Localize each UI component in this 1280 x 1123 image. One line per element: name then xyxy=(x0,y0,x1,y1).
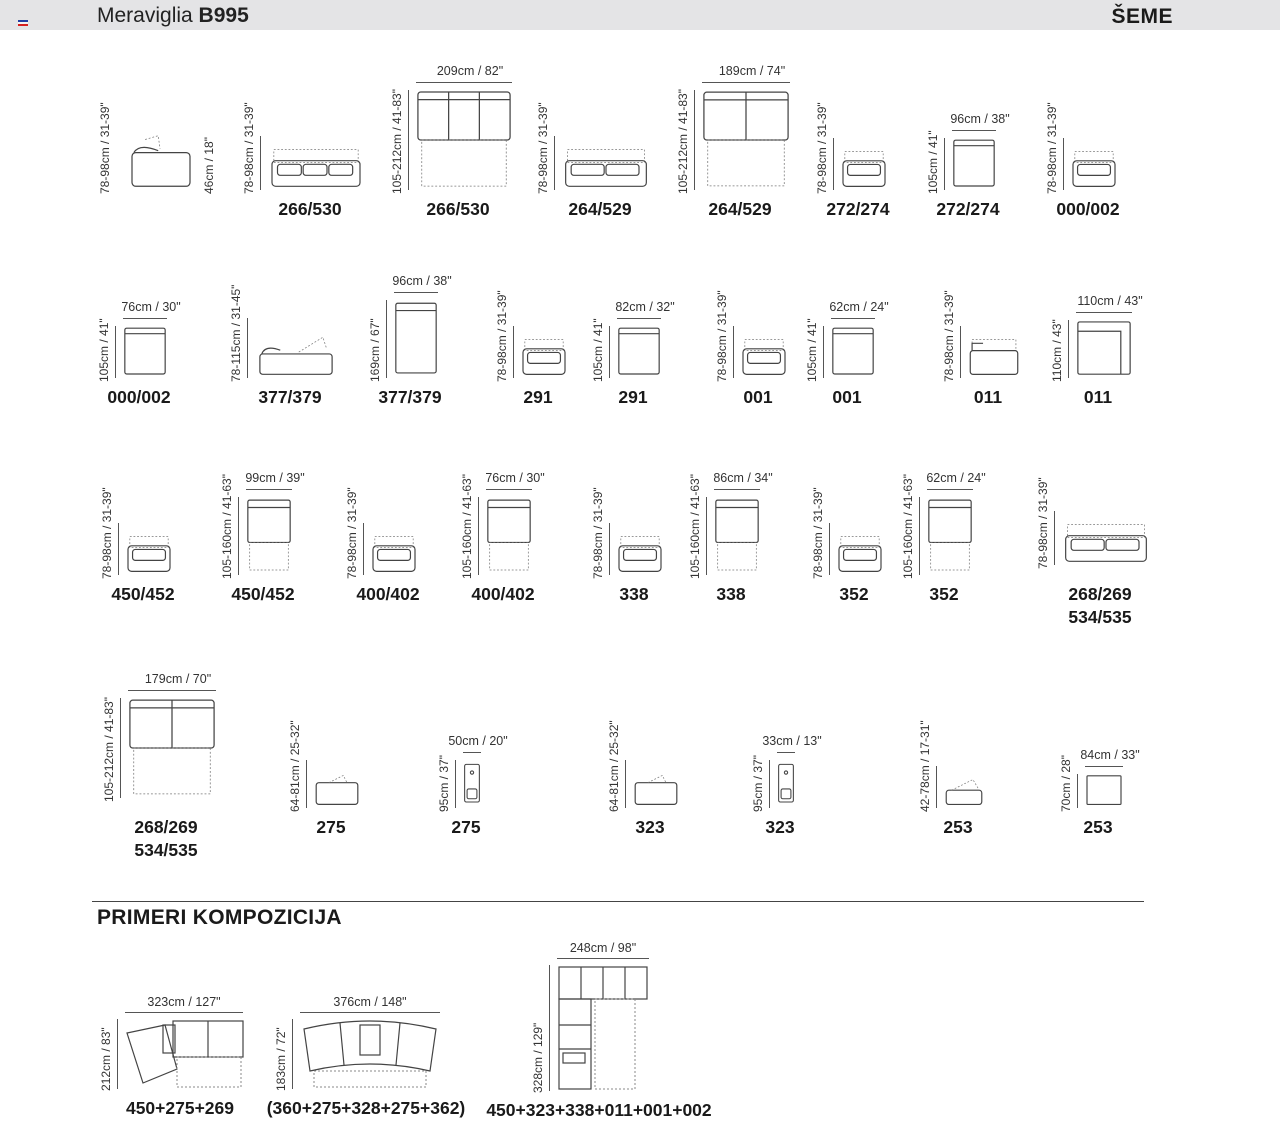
module-code: 253 xyxy=(1083,817,1113,837)
depth-dimension-line xyxy=(115,326,116,378)
composition-depth-line xyxy=(549,965,550,1091)
height-dimension-line xyxy=(554,136,555,190)
width-dimension: 84cm / 33" xyxy=(1080,748,1140,762)
seat-top-icon xyxy=(617,326,661,378)
composition-plan-icon xyxy=(557,965,649,1091)
depth-dimension-line xyxy=(1077,774,1078,808)
console-side-icon xyxy=(633,770,679,808)
module-code: 272/274 xyxy=(826,199,890,219)
depth-dimension-line xyxy=(609,326,610,378)
seat-height-dimension: 46cm / 18" xyxy=(202,137,216,194)
depth-dimension: 105-212cm / 41-83" xyxy=(102,697,116,802)
recliner-top-icon xyxy=(714,497,760,575)
composition-depth-line xyxy=(292,1019,293,1089)
module-code: 323 xyxy=(635,817,665,837)
two-seat-front-icon xyxy=(1062,521,1150,565)
width-dimension-line xyxy=(617,318,661,319)
depth-dimension: 169cm / 67" xyxy=(368,318,382,382)
height-dimension: 78-98cm / 31-39" xyxy=(715,290,729,382)
module-code: 400/402 xyxy=(356,584,420,604)
console-side-icon xyxy=(314,770,360,808)
composition-plan-icon xyxy=(125,1019,243,1089)
depth-dimension-line xyxy=(1068,320,1069,378)
compositions-title: PRIMERI KOMPOZICIJA xyxy=(97,906,342,929)
recliner-top-icon xyxy=(486,497,532,575)
module-code: 291 xyxy=(618,387,648,407)
width-dimension-line xyxy=(952,130,996,131)
height-dimension: 78-98cm / 31-39" xyxy=(495,290,509,382)
depth-dimension-line xyxy=(919,497,920,575)
brand-label: ŠEME xyxy=(1111,5,1173,28)
module-code: 266/530 xyxy=(426,199,490,219)
depth-dimension-line xyxy=(238,497,239,575)
depth-dimension-line xyxy=(944,138,945,190)
height-dimension-line xyxy=(247,318,248,378)
height-dimension-line xyxy=(513,326,514,378)
height-dimension-line xyxy=(625,760,626,808)
height-dimension-line xyxy=(306,760,307,808)
pouf-top-icon xyxy=(1085,774,1123,808)
width-dimension: 209cm / 82" xyxy=(436,64,504,78)
width-dimension: 76cm / 30" xyxy=(121,300,181,314)
height-dimension: 64-81cm / 25-32" xyxy=(607,720,621,812)
module-code: 450/452 xyxy=(111,584,175,604)
composition-width: 323cm / 127" xyxy=(147,995,221,1009)
module-code: 338 xyxy=(716,584,746,604)
depth-dimension-line xyxy=(408,90,409,190)
module-code: 352 xyxy=(929,584,959,604)
depth-dimension: 110cm / 43" xyxy=(1050,319,1064,382)
module-code: 400/402 xyxy=(471,584,535,604)
module-code: 266/530 xyxy=(278,199,342,219)
depth-dimension-line xyxy=(478,497,479,575)
module-code: 264/529 xyxy=(708,199,772,219)
height-dimension-line xyxy=(1063,138,1064,190)
composition-width-line xyxy=(300,1012,440,1013)
width-dimension: 50cm / 20" xyxy=(448,734,508,748)
width-dimension-line xyxy=(416,82,512,83)
width-dimension-line xyxy=(394,292,438,293)
depth-dimension: 95cm / 37" xyxy=(751,755,765,812)
width-dimension-line xyxy=(927,489,973,490)
height-dimension-line xyxy=(363,523,364,575)
corner-front-icon xyxy=(968,336,1020,378)
height-dimension: 78-98cm / 31-39" xyxy=(942,290,956,382)
composition-code: 450+323+338+011+001+002 xyxy=(486,1100,712,1120)
recliner-side-icon xyxy=(128,132,194,190)
module-code: 377/379 xyxy=(378,387,442,407)
seat-front-icon xyxy=(741,336,787,378)
seat-top-icon xyxy=(123,326,167,378)
height-dimension: 78-98cm / 31-39" xyxy=(591,487,605,579)
composition-width: 248cm / 98" xyxy=(569,941,637,955)
pouf-side-icon xyxy=(944,776,984,808)
width-dimension-line xyxy=(702,82,790,83)
width-dimension: 179cm / 70" xyxy=(144,672,212,686)
module-code: 338 xyxy=(619,584,649,604)
depth-dimension-line xyxy=(769,760,770,808)
width-dimension-line xyxy=(123,318,167,319)
composition-depth: 328cm / 129" xyxy=(531,1022,545,1093)
width-dimension: 189cm / 74" xyxy=(718,64,786,78)
composition-width-line xyxy=(125,1012,243,1013)
composition-code: (360+275+328+275+362) xyxy=(266,1098,466,1118)
composition-depth-line xyxy=(117,1019,118,1089)
composition-width-line xyxy=(557,958,649,959)
width-dimension: 76cm / 30" xyxy=(485,471,545,485)
module-code-secondary: 534/535 xyxy=(134,840,198,860)
height-dimension: 78-98cm / 31-39" xyxy=(811,487,825,579)
depth-dimension-line xyxy=(694,90,695,190)
composition-depth: 212cm / 83" xyxy=(99,1027,113,1091)
module-code: 275 xyxy=(316,817,346,837)
depth-dimension: 95cm / 37" xyxy=(437,755,451,812)
armchair-front-icon xyxy=(1071,148,1117,190)
module-code: 011 xyxy=(1083,387,1113,407)
seat-front-icon xyxy=(521,336,567,378)
seat-front-icon xyxy=(617,533,663,575)
module-code: 323 xyxy=(765,817,795,837)
two-seat-top-icon xyxy=(128,698,216,798)
depth-dimension: 105-160cm / 41-63" xyxy=(688,474,702,579)
module-code: 000/002 xyxy=(1056,199,1120,219)
composition-width: 376cm / 148" xyxy=(333,995,407,1009)
depth-dimension: 105-212cm / 41-83" xyxy=(676,89,690,194)
module-code: 377/379 xyxy=(258,387,322,407)
seat-front-icon xyxy=(126,533,172,575)
width-dimension: 110cm / 43" xyxy=(1077,294,1143,308)
width-dimension: 82cm / 32" xyxy=(615,300,675,314)
height-dimension: 78-98cm / 31-39" xyxy=(100,487,114,579)
composition-plan-icon xyxy=(300,1019,440,1089)
console-top-icon xyxy=(777,760,795,808)
three-seat-top-icon xyxy=(416,90,512,190)
module-code: 450/452 xyxy=(231,584,295,604)
two-seat-front-icon xyxy=(562,146,650,190)
seat-front-icon xyxy=(837,533,883,575)
recliner-top-icon xyxy=(246,497,292,575)
module-code: 264/529 xyxy=(568,199,632,219)
module-code: 011 xyxy=(973,387,1003,407)
height-dimension: 78-98cm / 31-39" xyxy=(815,102,829,194)
two-seat-top-icon xyxy=(702,90,790,190)
depth-dimension: 105-212cm / 41-83" xyxy=(390,89,404,194)
section-divider xyxy=(92,901,1144,902)
width-dimension: 62cm / 24" xyxy=(829,300,889,314)
width-dimension-line xyxy=(831,318,875,319)
height-dimension: 42-78cm / 17-31" xyxy=(918,720,932,812)
height-dimension: 78-98cm / 31-39" xyxy=(1045,102,1059,194)
composition-depth: 183cm / 72" xyxy=(274,1027,288,1091)
height-dimension-line xyxy=(1054,511,1055,565)
width-dimension: 86cm / 34" xyxy=(713,471,773,485)
depth-dimension: 105cm / 41" xyxy=(805,318,819,382)
flag-icon xyxy=(18,20,28,26)
armchair-front-icon xyxy=(841,148,887,190)
depth-dimension: 105-160cm / 41-63" xyxy=(460,474,474,579)
module-code: 268/269 xyxy=(1068,584,1132,604)
depth-dimension-line xyxy=(455,760,456,808)
module-code: 001 xyxy=(832,387,862,407)
width-dimension: 33cm / 13" xyxy=(762,734,822,748)
module-code: 253 xyxy=(943,817,973,837)
height-dimension-line xyxy=(260,136,261,190)
depth-dimension-line xyxy=(386,300,387,378)
height-dimension: 78-98cm / 31-39" xyxy=(98,102,112,194)
chaise-top-icon xyxy=(394,300,438,378)
composition-code: 450+275+269 xyxy=(125,1098,235,1118)
depth-dimension-line xyxy=(120,698,121,798)
seat-top-icon xyxy=(831,326,875,378)
depth-dimension: 70cm / 28" xyxy=(1059,755,1073,812)
height-dimension-line xyxy=(609,523,610,575)
width-dimension-line xyxy=(486,489,532,490)
height-dimension-line xyxy=(829,523,830,575)
height-dimension-line xyxy=(118,523,119,575)
width-dimension-line xyxy=(1085,766,1123,767)
seat-front-icon xyxy=(371,533,417,575)
chaise-side-icon xyxy=(255,328,337,378)
height-dimension: 78-98cm / 31-39" xyxy=(536,102,550,194)
module-code: 275 xyxy=(451,817,481,837)
module-code-secondary: 534/535 xyxy=(1068,607,1132,627)
recliner-top-icon xyxy=(927,497,973,575)
width-dimension: 96cm / 38" xyxy=(392,274,452,288)
module-code: 000/002 xyxy=(107,387,171,407)
width-dimension-line xyxy=(714,489,760,490)
height-dimension: 78-98cm / 31-39" xyxy=(1036,477,1050,569)
depth-dimension-line xyxy=(706,497,707,575)
height-dimension: 78-98cm / 31-39" xyxy=(345,487,359,579)
width-dimension-line xyxy=(777,752,795,753)
depth-dimension: 105-160cm / 41-63" xyxy=(901,474,915,579)
height-dimension-line xyxy=(733,326,734,378)
height-dimension: 78-98cm / 31-39" xyxy=(242,102,256,194)
module-code: 268/269 xyxy=(134,817,198,837)
depth-dimension: 105cm / 41" xyxy=(591,318,605,382)
width-dimension: 99cm / 39" xyxy=(245,471,305,485)
module-code: 352 xyxy=(839,584,869,604)
three-seat-front-icon xyxy=(268,146,364,190)
depth-dimension: 105cm / 41" xyxy=(97,318,111,382)
width-dimension-line xyxy=(1076,312,1132,313)
depth-dimension: 105cm / 41" xyxy=(926,130,940,194)
height-dimension: 64-81cm / 25-32" xyxy=(288,720,302,812)
width-dimension-line xyxy=(246,489,292,490)
module-code: 272/274 xyxy=(936,199,1000,219)
module-code: 001 xyxy=(743,387,773,407)
height-dimension-line xyxy=(936,766,937,808)
console-top-icon xyxy=(463,760,481,808)
height-dimension-line xyxy=(833,138,834,190)
width-dimension: 96cm / 38" xyxy=(950,112,1010,126)
height-dimension: 78-115cm / 31-45" xyxy=(229,284,243,382)
depth-dimension-line xyxy=(823,326,824,378)
width-dimension-line xyxy=(463,752,481,753)
corner-top-icon xyxy=(1076,320,1132,378)
height-dimension-line xyxy=(960,326,961,378)
width-dimension-line xyxy=(128,690,216,691)
depth-dimension: 105-160cm / 41-63" xyxy=(220,474,234,579)
armchair-top-icon xyxy=(952,138,996,190)
module-code: 291 xyxy=(523,387,553,407)
page-title: Meraviglia B995 xyxy=(97,4,249,27)
width-dimension: 62cm / 24" xyxy=(926,471,986,485)
